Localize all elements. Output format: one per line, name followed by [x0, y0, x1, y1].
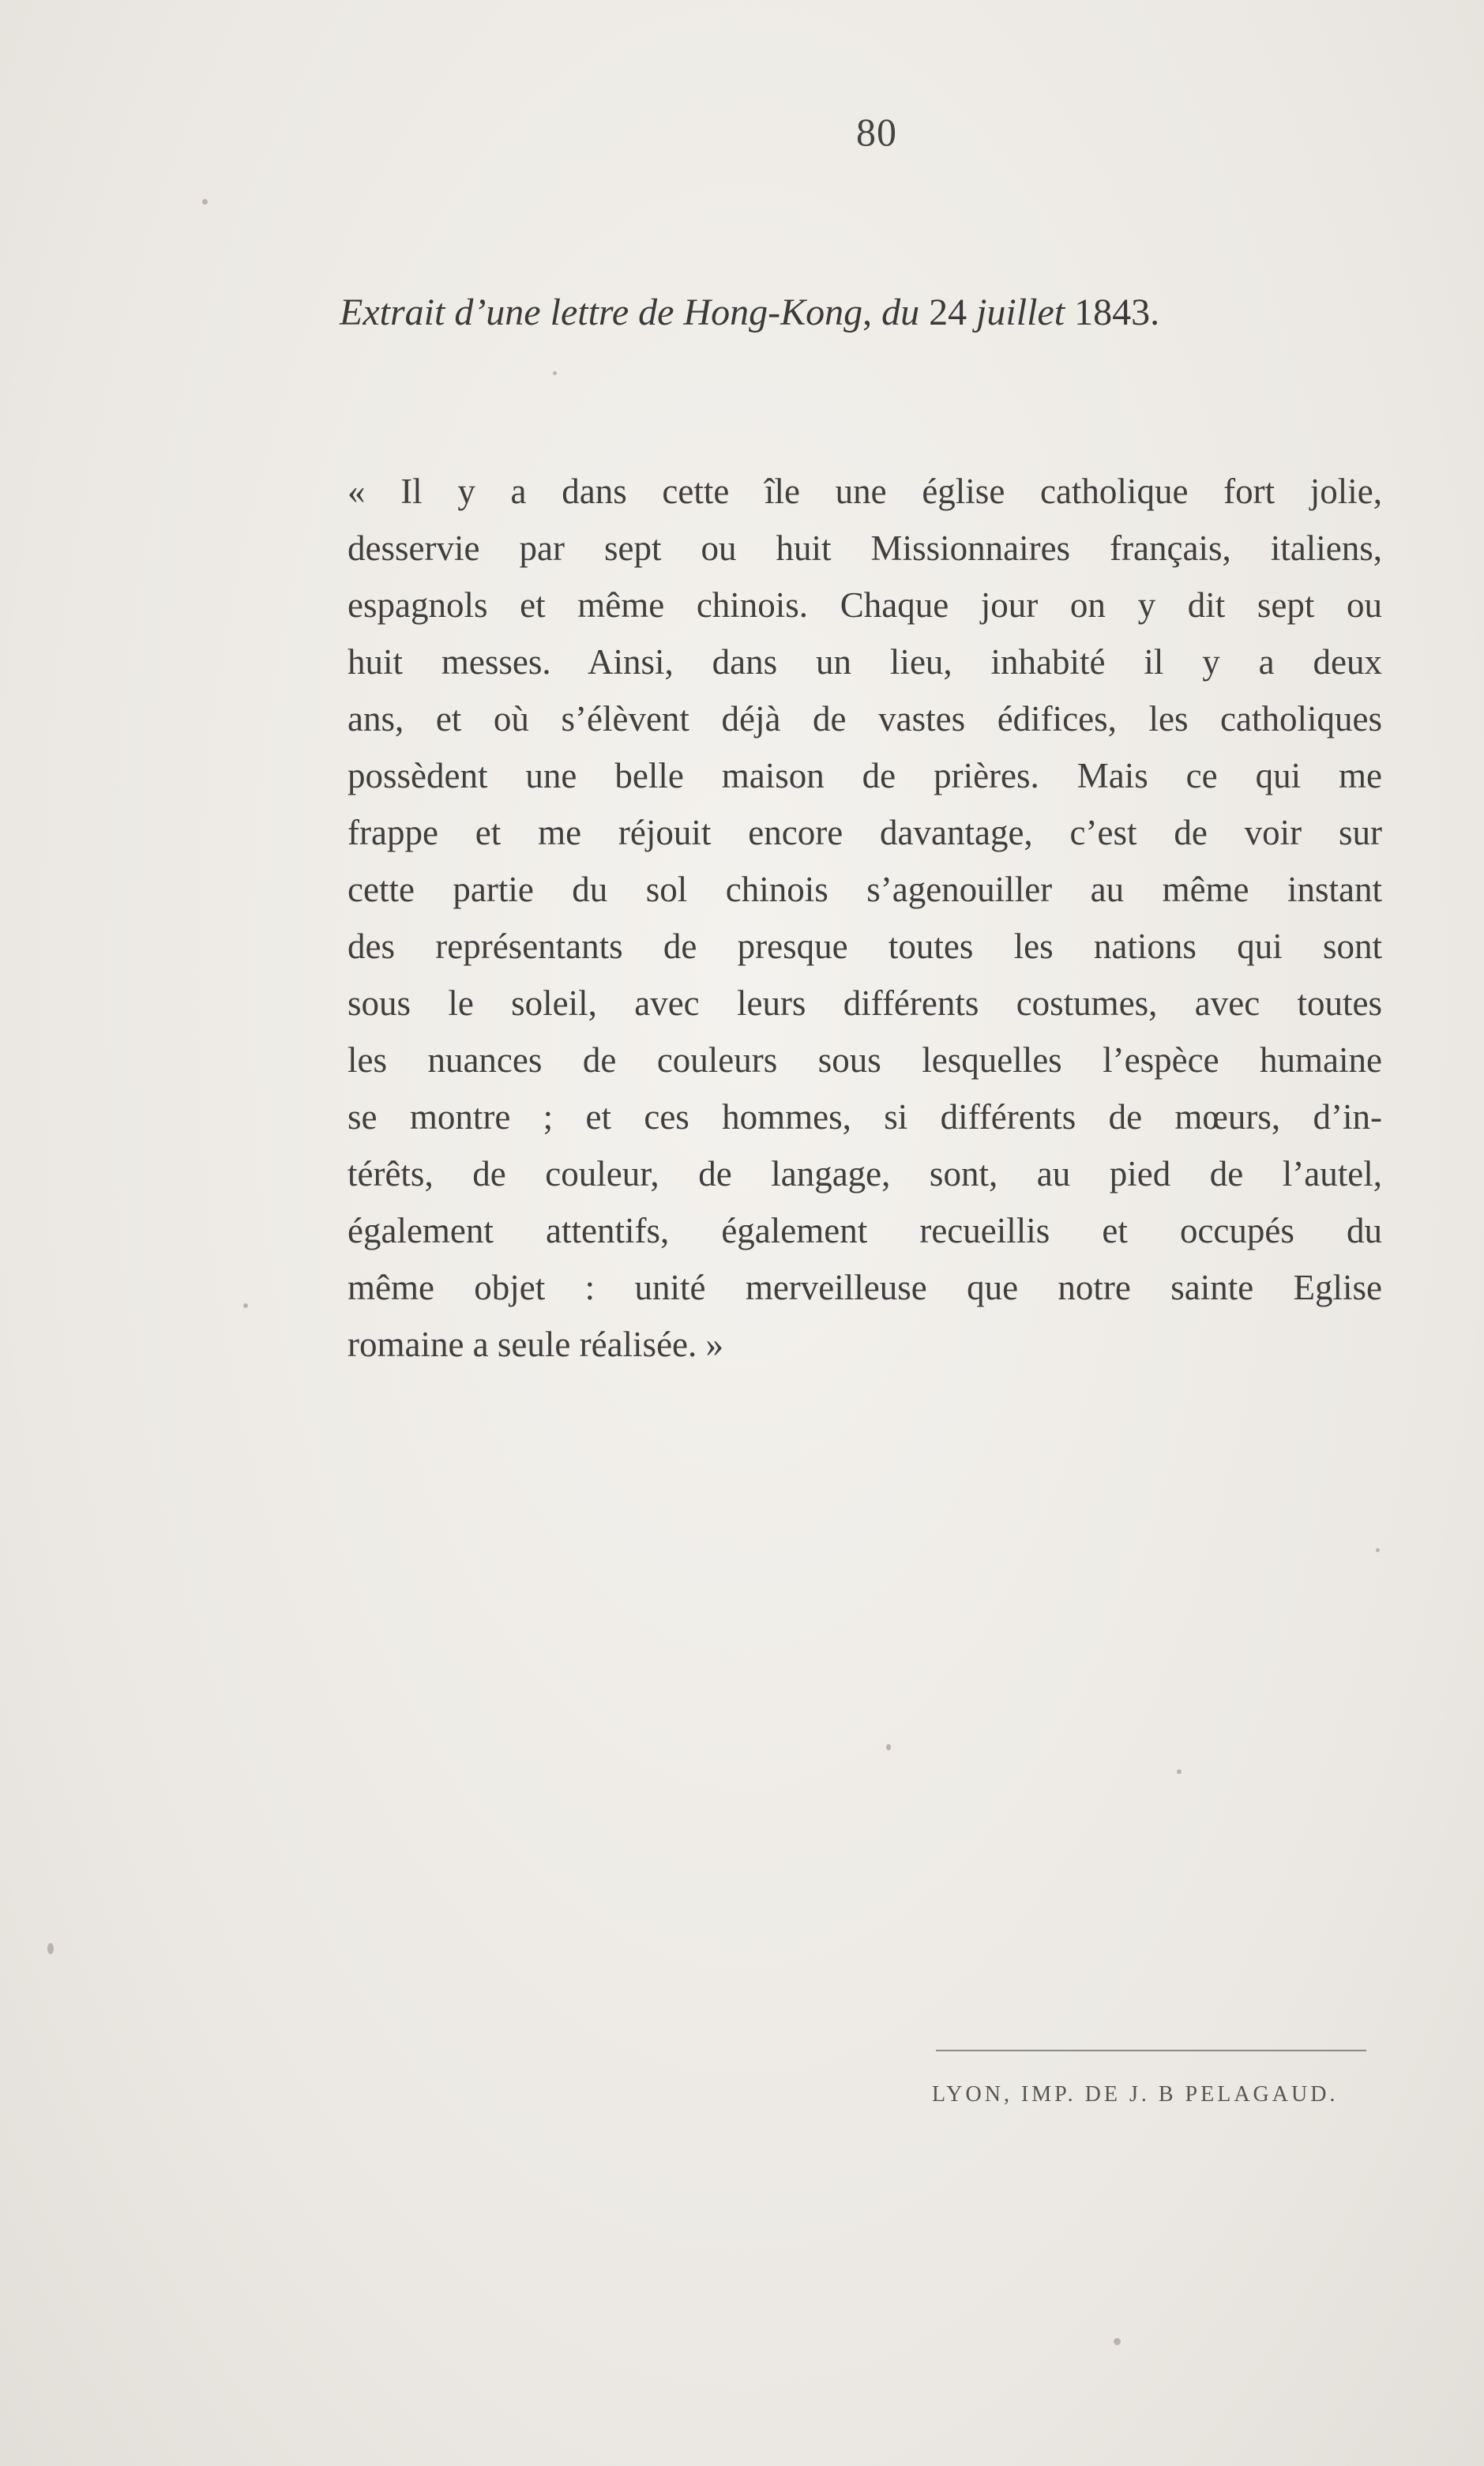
heading-title: Extrait d’une lettre de Hong-Kong [340, 291, 863, 333]
body-line: huit messes. Ainsi, dans un lieu, inhabité il y a deux [348, 642, 1382, 682]
paper-speck [1177, 1769, 1182, 1774]
body-line: également attentifs, également recueillis et occupés du [348, 1211, 1382, 1250]
body-line: sous le soleil, avec leurs différents costumes, avec toutes [348, 983, 1382, 1023]
body-line: les nuances de couleurs sous lesquelles l’espèce humaine [348, 1040, 1382, 1080]
paper-speck [202, 199, 208, 205]
letter-heading [340, 291, 1398, 334]
paper-speck [243, 1303, 248, 1308]
body-line: des représentants de presque toutes les nations qui sont [348, 927, 1382, 966]
body-line: « Il y a dans cette île une église catholique fort jolie, [348, 472, 1382, 511]
body-line: se montre ; et ces hommes, si différents de mœurs, d’in- [348, 1097, 1382, 1137]
paper-speck [1376, 1548, 1380, 1552]
printer-imprint: LYON, IMP. DE J. B PELAGAUD. [932, 2082, 1339, 2107]
body-line: espagnols et même chinois. Chaque jour on y dit sept ou [348, 585, 1382, 625]
body-line: térêts, de couleur, de langage, sont, au pied de l’autel, [348, 1154, 1382, 1194]
heading-du: du [881, 291, 920, 333]
body-line: possèdent une belle maison de prières. Mais ce qui me [348, 756, 1382, 795]
paper-speck [1114, 2338, 1121, 2345]
letter-body [348, 463, 1382, 1373]
page-number: 80 [856, 110, 897, 154]
paper-speck [886, 1744, 891, 1750]
paper-speck [47, 1943, 54, 1954]
footer-rule [936, 2050, 1366, 2051]
body-line: même objet : unité merveilleuse que notre sainte Eglise [348, 1268, 1382, 1307]
body-line: ans, et où s’élèvent déjà de vastes édifices, les catholiques [348, 699, 1382, 739]
heading-day: 24 [919, 291, 977, 333]
heading-month: juillet [976, 291, 1065, 333]
body-line: cette partie du sol chinois s’agenouiller au même instant [348, 870, 1382, 909]
body-line-last: romaine a seule réalisée. » [348, 1325, 724, 1364]
heading-separator: , [862, 291, 882, 333]
body-line: frappe et me réjouit encore davantage, c’est de voir sur [348, 813, 1382, 852]
heading-year: 1843. [1065, 291, 1160, 333]
body-line: desservie par sept ou huit Missionnaires français, italiens, [348, 528, 1382, 568]
paper-speck [553, 371, 557, 375]
